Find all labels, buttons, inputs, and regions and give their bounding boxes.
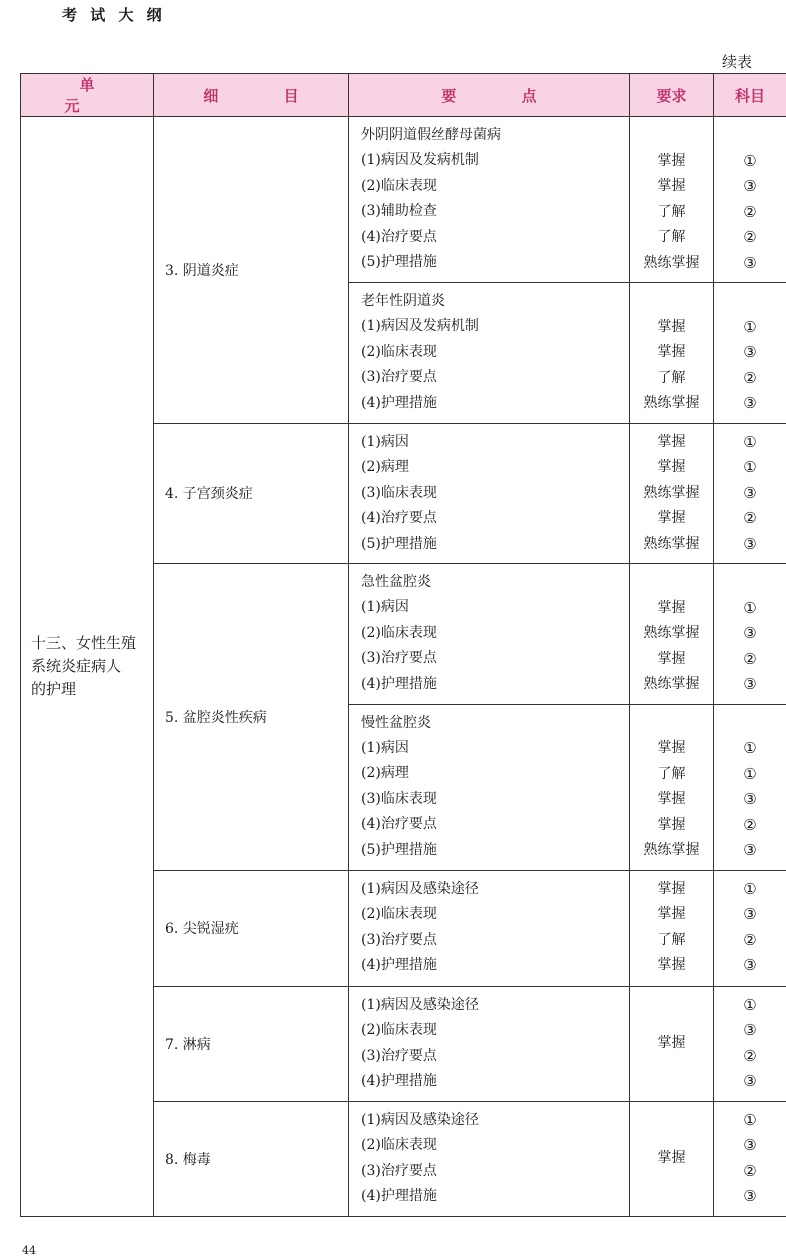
table-header-row — [21, 74, 786, 117]
subject-item: ② — [743, 649, 757, 668]
subject-item: ① — [743, 879, 757, 898]
unit-cell — [21, 117, 154, 1217]
subject-item: ② — [743, 1161, 757, 1180]
requirement-item: 掌握 — [657, 1149, 686, 1166]
requirement-item: 掌握 — [657, 1034, 686, 1051]
requirement-item: 掌握 — [657, 791, 686, 807]
subject-item: ③ — [743, 253, 757, 272]
point-item: (5)护理措施 — [361, 535, 437, 552]
point-item: (4)治疗要点 — [361, 228, 437, 245]
subject-item: ③ — [743, 343, 757, 361]
item-cell: 3. 阴道炎症 — [154, 117, 349, 424]
item-cell: 7. 淋病 — [154, 986, 349, 1101]
point-item: (3)临床表现 — [361, 790, 437, 807]
point-item: (4)护理措施 — [361, 394, 437, 411]
table-row — [21, 117, 786, 283]
header-requirement: 要求 — [630, 74, 714, 117]
page-number: 44 — [22, 1244, 36, 1257]
point-item: (1)病因 — [361, 739, 409, 756]
subject-cell — [714, 986, 786, 1101]
requirement-item: 了解 — [657, 229, 686, 245]
subject-item: ① — [743, 1110, 757, 1129]
subject-spacer — [714, 289, 786, 315]
requirement-cell — [630, 986, 714, 1101]
point-item: (4)护理措施 — [361, 1188, 437, 1204]
subject-item: ② — [743, 815, 757, 834]
unit-line: 的护理 — [31, 679, 77, 698]
page-header: 考 试 大 纲 — [62, 6, 166, 24]
requirement-item: 掌握 — [657, 344, 686, 360]
subject-item: ③ — [743, 483, 757, 502]
requirement-cell — [630, 564, 714, 705]
header-unit: 单 元 — [21, 74, 154, 117]
requirement-item: 掌握 — [657, 650, 686, 667]
subject-item: ③ — [743, 534, 757, 553]
requirement-item: 熟练掌握 — [643, 625, 700, 641]
section-title: 慢性盆腔炎 — [361, 714, 431, 731]
requirement-cell — [630, 870, 714, 986]
subject-item: ① — [743, 995, 757, 1014]
item-cell: 5. 盆腔炎性疾病 — [154, 564, 349, 871]
requirement-cell — [630, 704, 714, 870]
subject-item: ① — [743, 764, 757, 783]
subject-item: ③ — [743, 1136, 757, 1154]
requirement-item: 掌握 — [657, 433, 686, 450]
point-item: (2)临床表现 — [361, 177, 437, 194]
subject-cell — [714, 564, 786, 705]
point-item: (3)辅助检查 — [361, 203, 437, 219]
subject-item: ② — [743, 930, 757, 949]
point-item: (2)临床表现 — [361, 624, 437, 641]
subject-item: ③ — [743, 790, 757, 808]
requirement-cell — [630, 423, 714, 564]
point-item: (1)病因及感染途径 — [361, 996, 479, 1013]
subject-spacer — [714, 711, 786, 737]
point-item: (2)病理 — [361, 765, 409, 781]
points-cell — [349, 1101, 630, 1216]
item-cell: 8. 梅毒 — [154, 1101, 349, 1216]
requirement-item: 了解 — [657, 369, 686, 386]
point-item: (1)病因 — [361, 599, 409, 615]
requirement-item: 掌握 — [657, 880, 686, 897]
points-cell — [349, 117, 630, 283]
subject-item: ① — [743, 317, 757, 336]
item-cell: 4. 子宫颈炎症 — [154, 423, 349, 564]
subject-item: ③ — [743, 956, 757, 974]
requirement-item: 熟练掌握 — [643, 535, 700, 552]
subject-cell — [714, 704, 786, 870]
section-title: 外阴阴道假丝酵母菌病 — [361, 127, 501, 143]
point-item: (3)临床表现 — [361, 484, 437, 501]
requirement-item: 熟练掌握 — [643, 676, 700, 692]
subject-item: ③ — [743, 394, 757, 412]
point-item: (4)治疗要点 — [361, 816, 437, 832]
subject-item: ② — [743, 368, 757, 387]
requirement-spacer — [630, 289, 713, 315]
subject-item: ② — [743, 228, 757, 246]
requirement-item: 掌握 — [657, 178, 686, 194]
requirement-item: 掌握 — [657, 510, 686, 526]
subject-cell — [714, 870, 786, 986]
subject-cell — [714, 423, 786, 564]
subject-item: ① — [743, 598, 757, 617]
unit-line: 系统炎症病人 — [31, 656, 122, 675]
subject-cell — [714, 283, 786, 424]
subject-item: ③ — [743, 177, 757, 195]
points-cell — [349, 704, 630, 870]
point-item: (1)病因及感染途径 — [361, 880, 479, 897]
requirement-item: 掌握 — [657, 152, 686, 169]
requirement-spacer — [630, 711, 713, 737]
subject-item: ① — [743, 458, 757, 476]
point-item: (4)治疗要点 — [361, 510, 437, 526]
requirement-item: 掌握 — [657, 906, 686, 922]
section-title: 老年性阴道炎 — [361, 293, 445, 309]
points-cell — [349, 283, 630, 424]
requirement-item: 掌握 — [657, 740, 686, 756]
requirement-item: 了解 — [657, 931, 686, 948]
point-item: (2)临床表现 — [361, 1022, 437, 1038]
subject-item: ① — [743, 432, 757, 451]
subject-item: ② — [743, 509, 757, 527]
subject-item: ③ — [743, 624, 757, 642]
requirement-item: 了解 — [657, 203, 686, 220]
subject-item: ③ — [743, 1187, 757, 1205]
requirement-item: 掌握 — [657, 816, 686, 833]
subject-item: ③ — [743, 675, 757, 693]
requirement-item: 掌握 — [657, 957, 686, 973]
subject-item: ② — [743, 1046, 757, 1065]
point-item: (3)治疗要点 — [361, 369, 437, 385]
subject-item: ③ — [743, 1021, 757, 1039]
header-subject: 科目 — [714, 74, 786, 117]
requirement-item: 了解 — [657, 765, 686, 782]
subject-item: ① — [743, 151, 757, 170]
header-item: 细 目 — [154, 74, 349, 117]
requirement-item: 掌握 — [657, 599, 686, 616]
point-item: (2)临床表现 — [361, 343, 437, 360]
point-item: (1)病因 — [361, 433, 409, 450]
point-item: (2)临床表现 — [361, 1137, 437, 1153]
subject-spacer — [714, 570, 786, 596]
point-item: (1)病因及感染途径 — [361, 1111, 479, 1128]
section-title: 急性盆腔炎 — [361, 574, 431, 590]
subject-cell — [714, 117, 786, 283]
requirement-cell — [630, 283, 714, 424]
requirement-item: 掌握 — [657, 318, 686, 335]
requirement-spacer — [630, 570, 713, 596]
points-cell — [349, 986, 630, 1101]
point-item: (5)护理措施 — [361, 254, 437, 270]
requirement-item: 熟练掌握 — [643, 484, 700, 501]
point-item: (3)治疗要点 — [361, 650, 437, 666]
point-item: (2)临床表现 — [361, 906, 437, 922]
point-item: (3)治疗要点 — [361, 1047, 437, 1064]
requirement-cell — [630, 117, 714, 283]
point-item: (3)治疗要点 — [361, 931, 437, 948]
requirement-spacer — [630, 123, 713, 149]
points-cell — [349, 423, 630, 564]
unit-line: 十三、女性生殖 — [31, 633, 137, 652]
subject-item: ③ — [743, 841, 757, 859]
requirement-item: 熟练掌握 — [643, 842, 700, 858]
points-cell — [349, 564, 630, 705]
subject-item: ① — [743, 739, 757, 757]
header-points: 要 点 — [349, 74, 630, 117]
exam-outline-table — [20, 73, 786, 1217]
continued-label: 续表 — [722, 53, 753, 71]
point-item: (1)病因及发病机制 — [361, 318, 479, 334]
item-cell: 6. 尖锐湿疣 — [154, 870, 349, 986]
requirement-item: 熟练掌握 — [643, 395, 700, 411]
subject-item: ② — [743, 202, 757, 221]
subject-item: ③ — [743, 1072, 757, 1090]
point-item: (4)护理措施 — [361, 675, 437, 692]
point-item: (2)病理 — [361, 459, 409, 475]
point-item: (3)治疗要点 — [361, 1162, 437, 1179]
points-cell — [349, 870, 630, 986]
point-item: (4)护理措施 — [361, 1073, 437, 1089]
point-item: (4)护理措施 — [361, 957, 437, 973]
point-item: (5)护理措施 — [361, 841, 437, 858]
point-item: (1)病因及发病机制 — [361, 152, 479, 168]
requirement-item: 熟练掌握 — [643, 254, 700, 271]
requirement-item: 掌握 — [657, 459, 686, 475]
subject-item: ③ — [743, 905, 757, 923]
subject-cell — [714, 1101, 786, 1216]
requirement-cell — [630, 1101, 714, 1216]
subject-spacer — [714, 123, 786, 149]
